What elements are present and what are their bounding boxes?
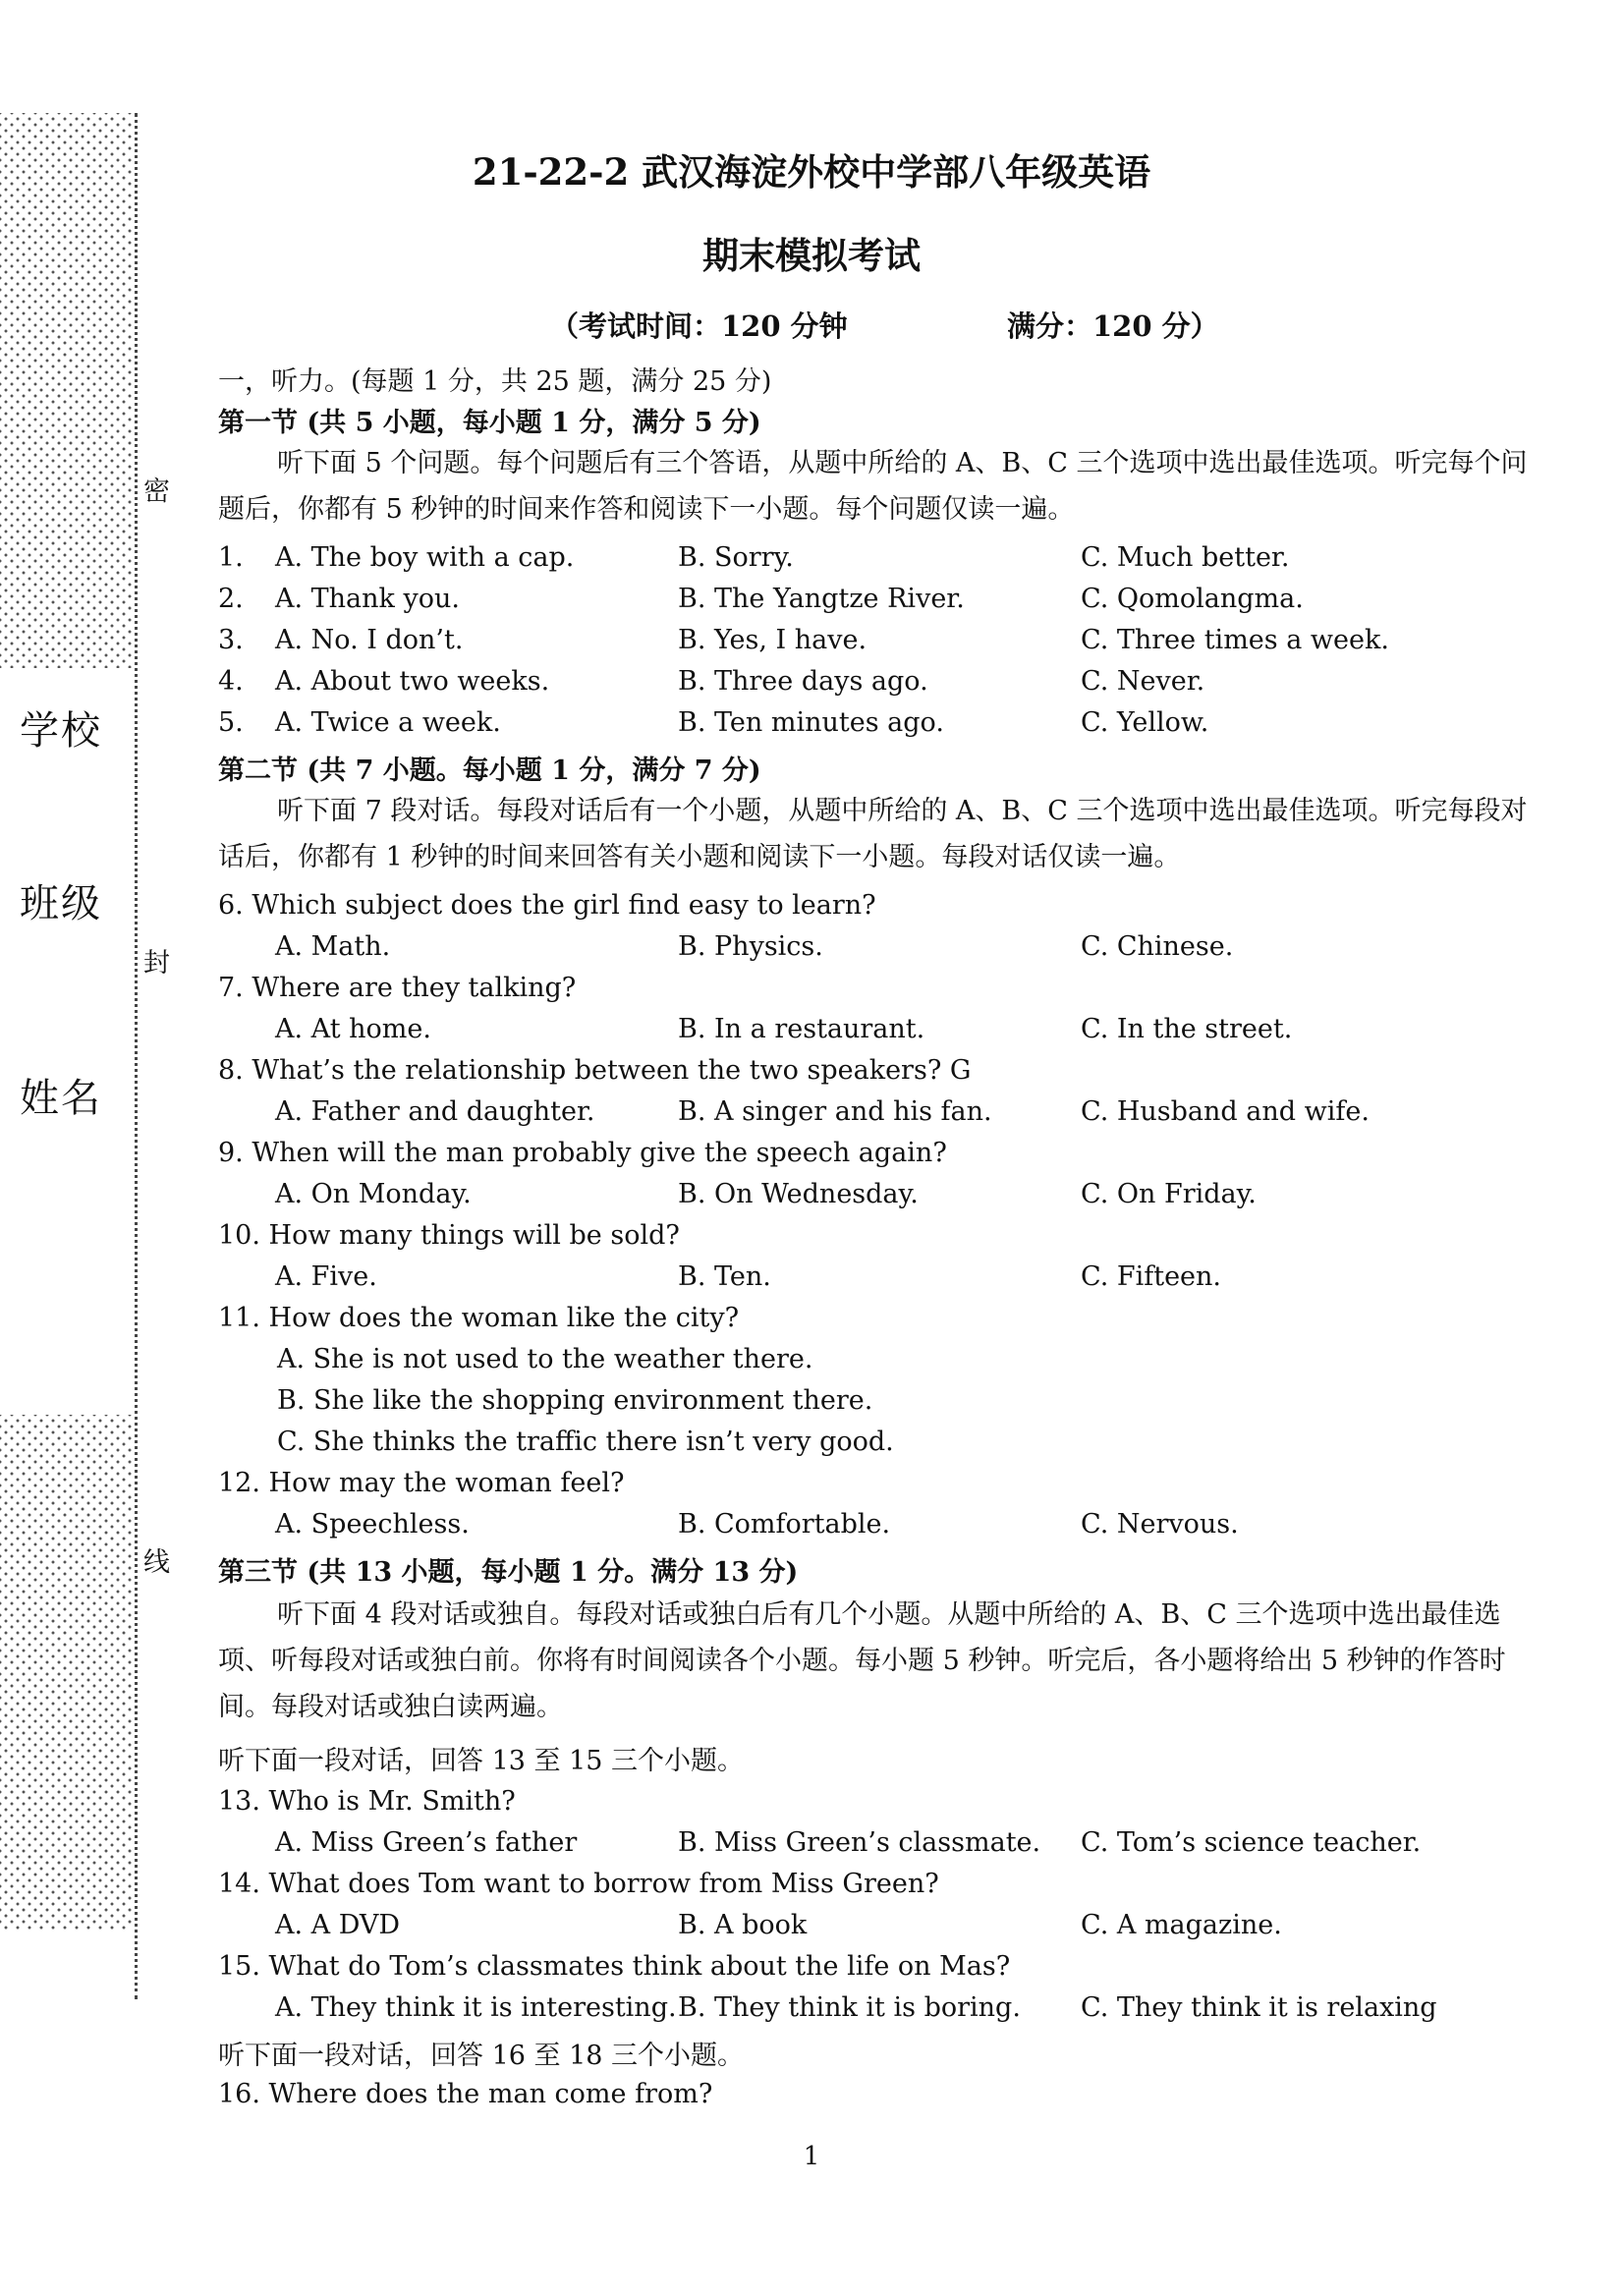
question-row-3	[0, 625, 1623, 664]
options-7	[0, 1014, 1623, 1053]
options-9	[0, 1179, 1623, 1218]
binding-dash-line	[135, 113, 138, 1999]
option-c: C. Nervous.	[1081, 1509, 1239, 1540]
option-a: A. Speechless.	[275, 1509, 470, 1540]
section1-title: 第一节 (共 5 小题，每小题 1 分，满分 5 分)	[218, 408, 761, 438]
option-a: A. No. I don’t.	[275, 625, 464, 655]
option-b: B. The Yangtze River.	[678, 584, 965, 614]
option-a: A. A DVD	[275, 1910, 401, 1940]
question-15: 15. What do Tom’s classmates think about the life on Mas?	[218, 1951, 1011, 1982]
dialog1-intro: 听下面一段对话，回答 13 至 15 三个小题。	[218, 1746, 745, 1776]
option-c: C. In the street.	[1081, 1014, 1293, 1044]
option-c: C. Never.	[1081, 666, 1205, 697]
question-row-5	[0, 707, 1623, 747]
label-name: 姓名	[20, 1076, 102, 1121]
option-a: A. Father and daughter.	[275, 1096, 595, 1127]
option-a: A. Thank you.	[275, 584, 460, 614]
question-16: 16. Where does the man come from?	[218, 2079, 713, 2109]
question-13: 13. Who is Mr. Smith?	[218, 1786, 516, 1817]
question-number: 3.	[218, 625, 244, 655]
option-a: A. The boy with a cap.	[275, 542, 575, 573]
question-7: 7. Where are they talking?	[218, 973, 577, 1003]
part-heading: 一，听力。(每题 1 分，共 25 题，满分 25 分)	[218, 366, 772, 397]
option-b: B. On Wednesday.	[678, 1179, 919, 1209]
options-13	[0, 1827, 1623, 1867]
section2-title: 第二节 (共 7 小题。每小题 1 分，满分 7 分)	[218, 756, 761, 786]
option-c: C. Yellow.	[1081, 707, 1209, 738]
option-c: C. Fifteen.	[1081, 1261, 1222, 1292]
label-school: 学校	[20, 708, 102, 754]
option-b: B. In a restaurant.	[678, 1014, 925, 1044]
options-12	[0, 1509, 1623, 1548]
section2-instructions: 听下面 7 段对话。每段对话后有一个小题，从题中所给的 A、B、C 三个选项中选出最佳选项。听完每段对话后，你都有 1 秒钟的时间来回答有关小题和阅读下一小题。每段对话仅读一遍。	[218, 796, 1528, 872]
question-row-4	[0, 666, 1623, 705]
question-number: 1.	[218, 542, 244, 573]
seal-char-feng: 封	[143, 948, 170, 979]
option-a: A. Math.	[275, 931, 391, 962]
question-12: 12. How may the woman feel?	[218, 1468, 625, 1498]
option-c: C. Much better.	[1081, 542, 1290, 573]
option-a: A. Miss Green’s father	[275, 1827, 578, 1858]
option-b: B. Ten.	[678, 1261, 771, 1292]
option-c: C. They think it is relaxing	[1081, 1992, 1437, 2023]
options-14	[0, 1910, 1623, 1949]
option-b: B. Yes, I have.	[678, 625, 867, 655]
seal-char-xian: 线	[143, 1547, 170, 1578]
question-9: 9. When will the man probably give the speech again?	[218, 1138, 947, 1168]
options-6	[0, 931, 1623, 971]
question-number: 4.	[218, 666, 244, 697]
question-14: 14. What does Tom want to borrow from Miss Green?	[218, 1869, 939, 1899]
option-b: B. A book	[678, 1910, 808, 1940]
option-a: A. Twice a week.	[275, 707, 501, 738]
options-8	[0, 1096, 1623, 1136]
option-b: B. They think it is boring.	[678, 1992, 1021, 2023]
option-c: C. On Friday.	[1081, 1179, 1257, 1209]
question-row-1	[0, 542, 1623, 582]
page-title: 21-22-2 武汉海淀外校中学部八年级英语	[472, 150, 1151, 194]
option-b: B. Ten minutes ago.	[678, 707, 944, 738]
question-11: 11. How does the woman like the city?	[218, 1303, 740, 1333]
full-score: 满分：120 分）	[1007, 309, 1219, 343]
option-c: C. A magazine.	[1081, 1910, 1282, 1940]
options-10	[0, 1261, 1623, 1301]
option-c: C. Qomolangma.	[1081, 584, 1304, 614]
page-number: 1	[803, 2142, 820, 2171]
option-a: A. At home.	[275, 1014, 431, 1044]
options-15	[0, 1992, 1623, 2032]
section3-instructions: 听下面 4 段对话或独自。每段对话或独白后有几个小题。从题中所给的 A、B、C 三个选项中选出最佳选项、听每段对话或独白前。你将有时间阅读各个小题。每小题 5 秒钟。听完后，各小题将给出 5 秒钟的作答时间。每段对话或独白读两遍。	[218, 1599, 1506, 1722]
option-a: A. They think it is interesting.	[275, 1992, 677, 2023]
option-c: C. Tom’s science teacher.	[1081, 1827, 1422, 1858]
option-b: B. Comfortable.	[678, 1509, 891, 1540]
question-6: 6. Which subject does the girl find easy to learn?	[218, 890, 876, 921]
option-b: B. Three days ago.	[678, 666, 928, 697]
option-b: B. A singer and his fan.	[678, 1096, 992, 1127]
question-8: 8. What’s the relationship between the two speakers? G	[218, 1055, 972, 1086]
section3-title: 第三节 (共 13 小题，每小题 1 分。满分 13 分)	[218, 1557, 799, 1588]
question-row-2	[0, 584, 1623, 623]
option-a: A. About two weeks.	[275, 666, 550, 697]
page-subtitle: 期末模拟考试	[702, 234, 921, 277]
seal-char-mi: 密	[143, 476, 170, 507]
option-a-11: A. She is not used to the weather there.	[277, 1344, 813, 1374]
question-number: 5.	[218, 707, 244, 738]
option-c-11: C. She thinks the traffic there isn’t very good.	[277, 1427, 894, 1457]
option-c: C. Three times a week.	[1081, 625, 1389, 655]
option-b: B. Physics.	[678, 931, 823, 962]
dialog2-intro: 听下面一段对话，回答 16 至 18 三个小题。	[218, 2041, 745, 2071]
option-a: A. Five.	[275, 1261, 377, 1292]
option-c: C. Husband and wife.	[1081, 1096, 1370, 1127]
option-b: B. Miss Green’s classmate.	[678, 1827, 1041, 1858]
option-b-11: B. She like the shopping environment there.	[277, 1385, 873, 1416]
question-10: 10. How many things will be sold?	[218, 1220, 680, 1251]
section1-instructions: 听下面 5 个问题。每个问题后有三个答语，从题中所给的 A、B、C 三个选项中选出最佳选项。听完每个问题后，你都有 5 秒钟的时间来作答和阅读下一小题。每个问题仅读一遍。	[218, 448, 1528, 525]
option-a: A. On Monday.	[275, 1179, 472, 1209]
question-number: 2.	[218, 584, 244, 614]
label-class: 班级	[20, 881, 102, 926]
option-b: B. Sorry.	[678, 542, 794, 573]
exam-time: （考试时间：120 分钟	[550, 309, 848, 343]
option-c: C. Chinese.	[1081, 931, 1234, 962]
